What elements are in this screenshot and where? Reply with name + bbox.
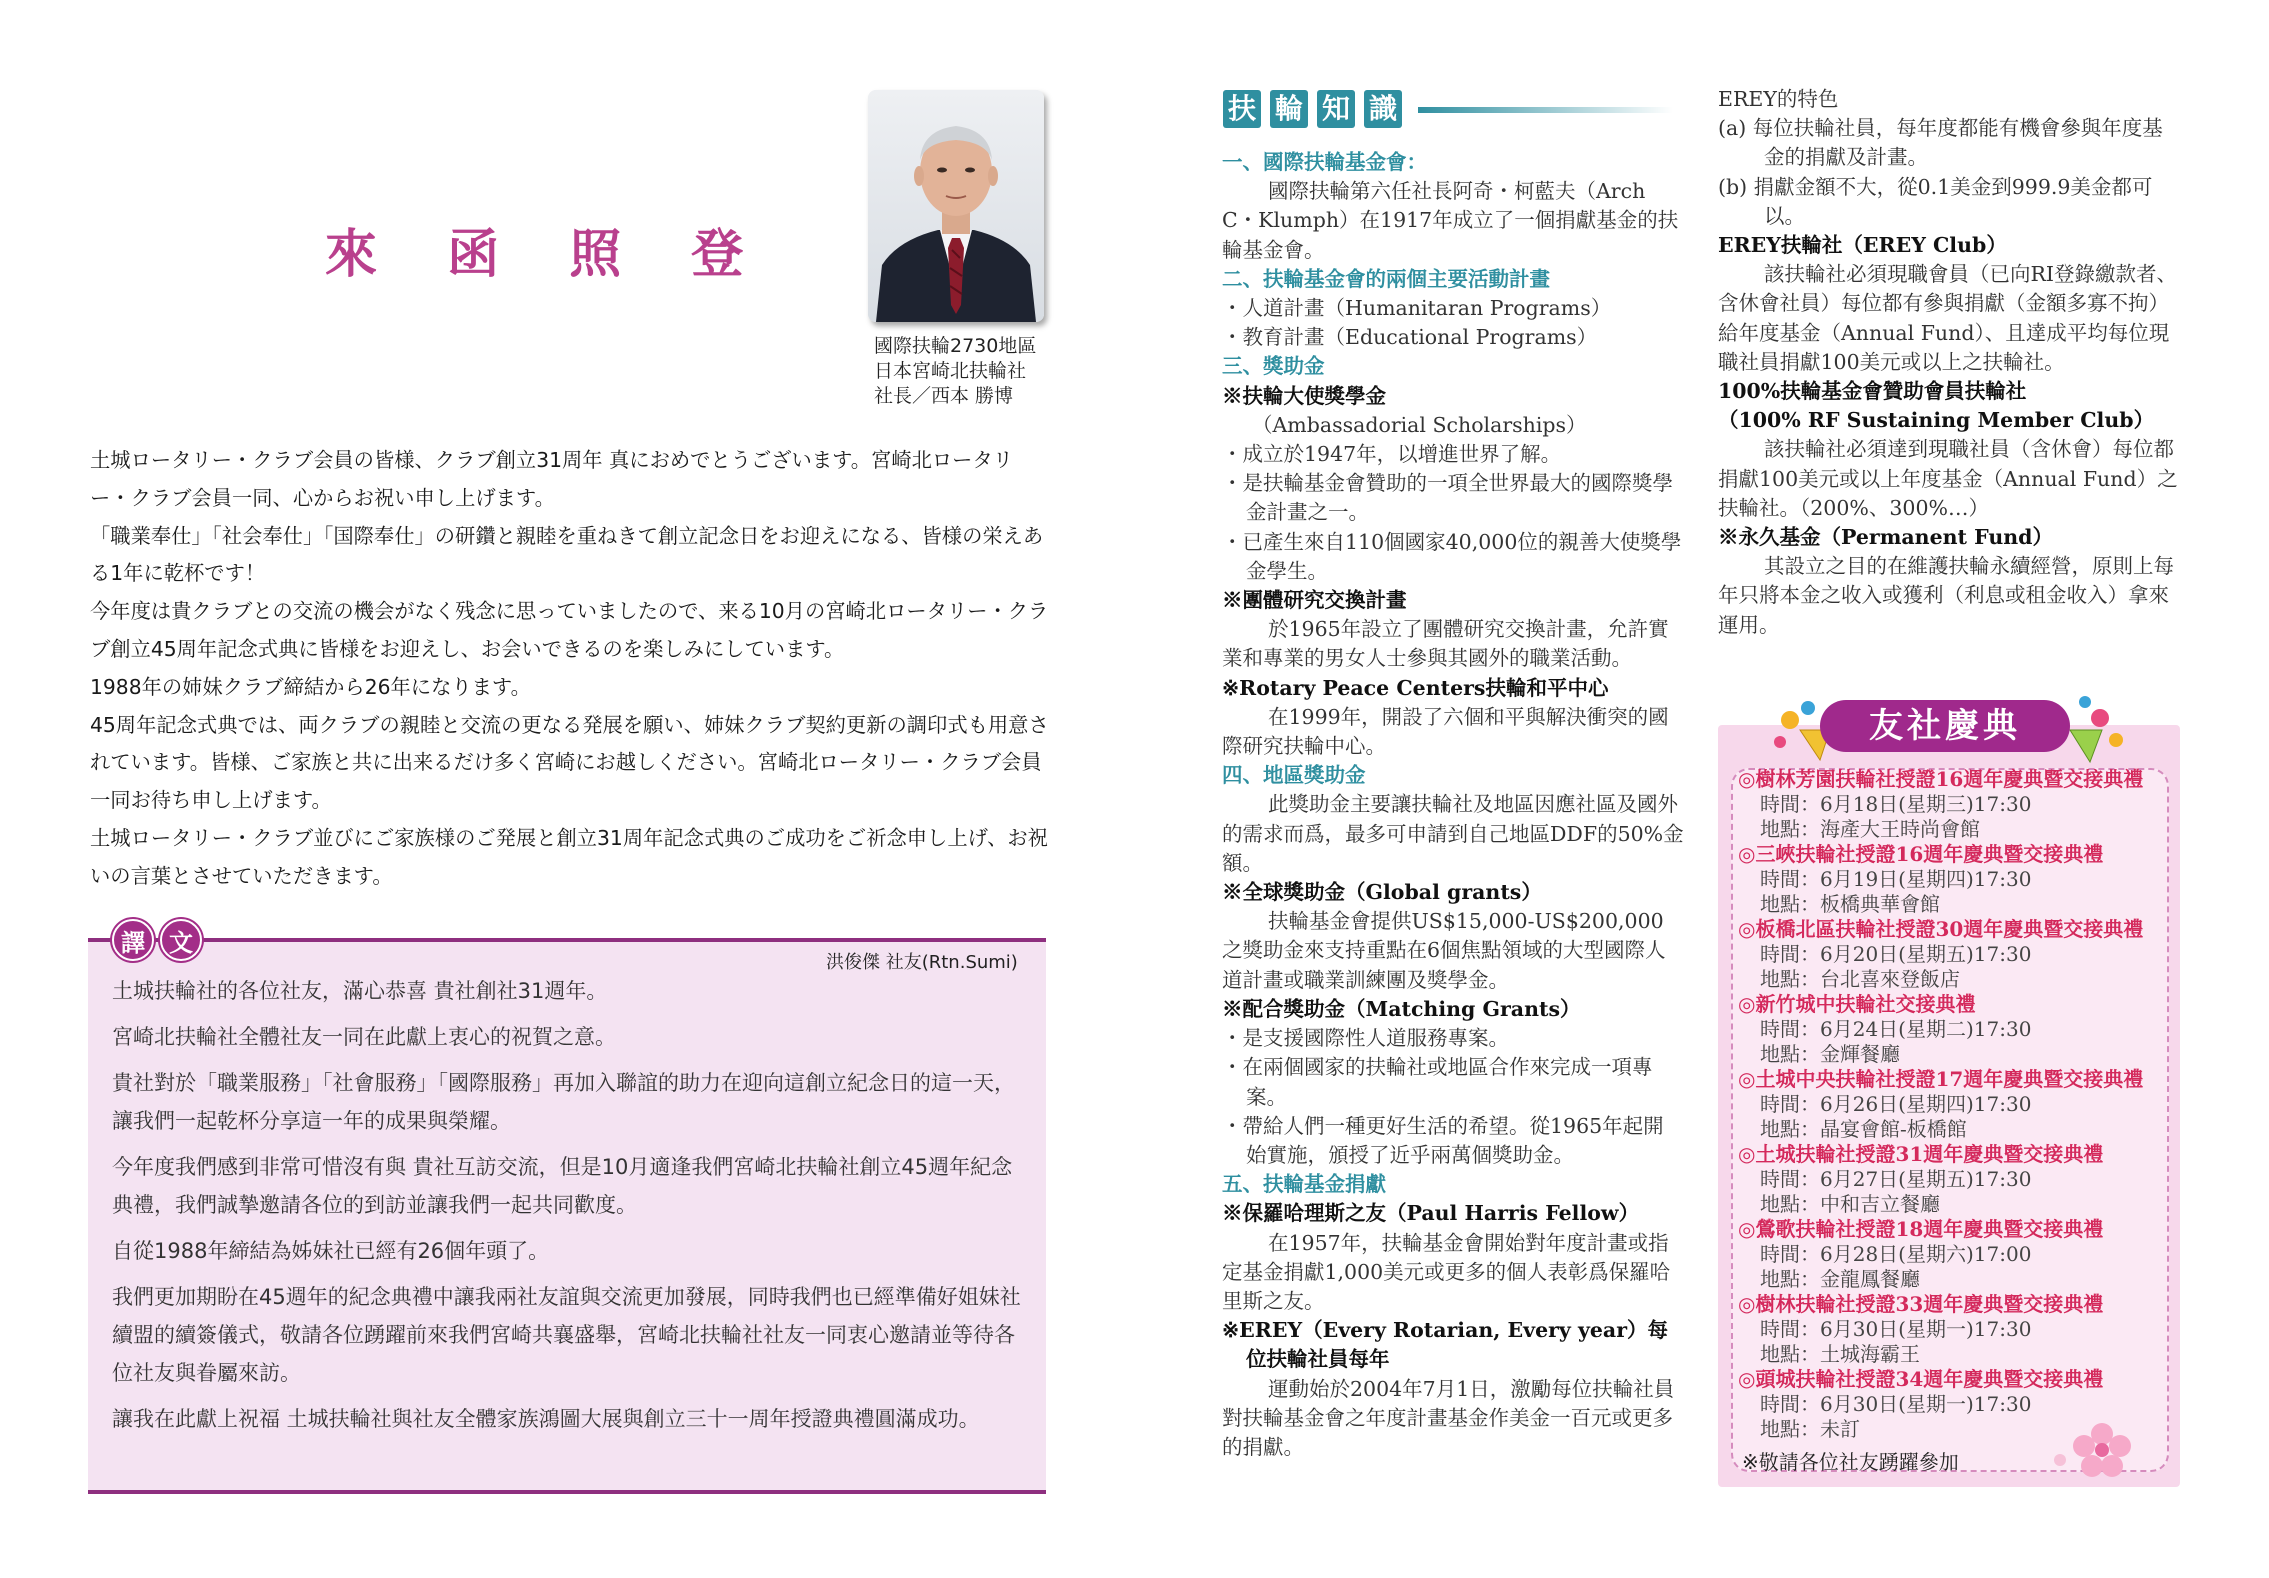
header-rule	[1418, 107, 1673, 113]
event-time: 時間：6月27日(星期五)17:30	[1760, 1167, 2032, 1191]
event-name: ◎土城扶輪社授證31週年慶典暨交接典禮	[1738, 1142, 2104, 1166]
knowledge-line: ・是扶輪基金會贊助的一項全世界最大的國際獎學金計畫之一。	[1222, 471, 1673, 525]
letter-paragraph: 1988年の姉妹クラブ締結から26年になります。	[90, 674, 531, 699]
knowledge-line: 五、扶輪基金捐獻	[1222, 1172, 1386, 1197]
event-item	[1738, 1217, 2168, 1292]
knowledge-line: ※全球獎助金（Global grants）	[1222, 880, 1542, 905]
letter-paragraph: 土城ロータリー・クラブ並びにご家族様のご発展と創立31周年記念式典のご成功をご祈念申し上げ、お祝いの言葉とさせていただきます。	[90, 825, 1048, 888]
translation-paragraph: 貴社對於「職業服務」「社會服務」「國際服務」再加入聯誼的助力在迎向這創立紀念日的這一天，讓我們一起乾杯分享這一年的成果與榮耀。	[112, 1071, 1015, 1133]
badge-char: 譯	[112, 919, 154, 961]
event-item	[1738, 1292, 2168, 1367]
event-time: 時間：6月28日(星期六)17:00	[1760, 1242, 2032, 1266]
translation-paragraph: 宮崎北扶輪社全體社友一同在此獻上衷心的祝賀之意。	[112, 1025, 616, 1049]
header-char: 知	[1317, 90, 1355, 128]
knowledge-line: 該扶輪社必須達到現職社員（含休會）每位都捐獻100美元或以上年度基金（Annual Fund）之扶輪社。（200%、300%…）	[1718, 437, 2178, 520]
event-place: 地點：中和吉立餐廳	[1760, 1192, 1940, 1216]
japanese-letter	[90, 442, 1050, 896]
knowledge-line: 扶輪基金會提供US$15,000-US$200,000之獎助金來支持重點在6個焦點領域的大型國際人道計畫或職業訓練團及獎學金。	[1222, 909, 1666, 992]
event-place: 地點：海產大王時尚會館	[1760, 817, 1980, 841]
knowledge-line: 四、地區獎助金	[1222, 763, 1366, 788]
knowledge-line: ※EREY（Every Rotarian, Every year）每位扶輪社員每年	[1222, 1318, 1669, 1372]
knowledge-line: ※保羅哈理斯之友（Paul Harris Fellow）	[1222, 1201, 1640, 1226]
translator-credit: 洪俊傑 社友(Rtn.Sumi)	[826, 952, 1018, 973]
event-item	[1738, 842, 2168, 917]
knowledge-line: (b) 捐獻金額不大，從0.1美金到999.9美金都可以。	[1718, 174, 2153, 228]
page-title: 來 函 照 登	[325, 225, 770, 285]
knowledge-column-continued	[1718, 85, 2182, 640]
knowledge-line: ・成立於1947年，以增進世界了解。	[1222, 442, 1562, 467]
event-item	[1738, 1067, 2168, 1142]
translation-paragraph: 今年度我們感到非常可惜沒有與 貴社互訪交流，但是10月適逢我們宮崎北扶輪社創立45週年紀念典禮，我們誠摯邀請各位的到訪並讓我們一起共同歡度。	[112, 1155, 1013, 1217]
knowledge-line: ・是支援國際性人道服務專案。	[1222, 1026, 1509, 1051]
event-name: ◎樹林扶輪社授證33週年慶典暨交接典禮	[1738, 1292, 2104, 1316]
knowledge-line: ※永久基金（Permanent Fund）	[1718, 525, 2053, 550]
event-place: 地點：晶宴會館-板橋館	[1760, 1117, 1967, 1141]
letter-paragraph: 「職業奉仕」「社会奉仕」「国際奉仕」の研鑽と親睦を重ねきて創立記念日をお迎えになる、皆様の栄えある1年に乾杯です！	[90, 523, 1044, 586]
letter-paragraph: 45周年記念式典では、両クラブの親睦と交流の更なる発展を願い、姉妹クラブ契約更新の調印式も用意されています。皆様、ご家族と共に出来るだけ多く宮崎にお越しください。宮崎北ロータリー・クラブ会員一同お待ち申し上げます。	[90, 712, 1049, 813]
knowledge-line: ※Rotary Peace Centers扶輪和平中心	[1222, 675, 1609, 700]
knowledge-line: 一、國際扶輪基金會：	[1222, 150, 1427, 174]
knowledge-line: ・已產生來自110個國家40,000位的親善大使獎學金學生。	[1222, 529, 1682, 583]
events-list	[1738, 767, 2168, 1442]
knowledge-column	[1222, 148, 1684, 1462]
event-place: 地點：金龍鳳餐廳	[1760, 1267, 1920, 1291]
knowledge-line: （100% RF Sustaining Member Club）	[1718, 408, 2155, 433]
event-time: 時間：6月18日(星期三)17:30	[1760, 792, 2032, 816]
knowledge-line: EREY的特色	[1718, 87, 1839, 111]
knowledge-line: 三、獎助金	[1222, 354, 1325, 379]
event-place: 地點：未訂	[1760, 1417, 1860, 1441]
knowledge-line: 運動始於2004年7月1日，激勵每位扶輪社員對扶輪基金會之年度計畫基金作美金一百元或更多的捐獻。	[1222, 1376, 1675, 1459]
letter-paragraph: 土城ロータリー・クラブ会員の皆様、クラブ創立31周年 真におめでとうございます。宮崎北ロータリー・クラブ会員一同、心からお祝い申し上げます。	[90, 448, 1014, 510]
translation-paragraph: 自從1988年締結為姊妹社已經有26個年頭了。	[112, 1239, 550, 1263]
event-time: 時間：6月24日(星期二)17:30	[1760, 1017, 2032, 1041]
event-time: 時間：6月30日(星期一)17:30	[1760, 1317, 2032, 1341]
caption-line: 日本宮崎北扶輪社	[874, 360, 1027, 382]
events-note: ※敬請各位社友踴躍參加	[1742, 1450, 1959, 1474]
caption-line: 社長／西本 勝博	[874, 385, 1014, 407]
event-name: ◎鶯歌扶輪社授證18週年慶典暨交接典禮	[1738, 1217, 2104, 1241]
president-caption	[874, 334, 1036, 409]
event-place: 地點：土城海霸王	[1760, 1342, 1920, 1366]
event-name: ◎樹林芳園扶輪社授證16週年慶典暨交接典禮	[1738, 767, 2144, 791]
event-name: ◎板橋北區扶輪社授證30週年慶典暨交接典禮	[1738, 917, 2144, 941]
letter-paragraph: 今年度は貴クラブとの交流の機会がなく残念に思っていましたので、来る10月の宮崎北ロータリー・クラブ創立45周年記念式典に皆様をお迎えし、お会いできるのを楽しみにしています。	[90, 599, 1049, 661]
knowledge-line: 在1957年，扶輪基金會開始對年度計畫或指定基金捐獻1,000美元或更多的個人表彰爲保羅哈里斯之友。	[1222, 1230, 1671, 1313]
caption-line: 國際扶輪2730地區	[874, 335, 1037, 357]
event-item	[1738, 1142, 2168, 1217]
event-item	[1738, 992, 2168, 1067]
translation-paragraph: 我們更加期盼在45週年的紀念典禮中讓我兩社友誼與交流更加發展，同時我們也已經準備好姐妹社續盟的續簽儀式，敬請各位踴躍前來我們宮崎共襄盛舉，宮崎北扶輪社社友一同衷心邀請並等待各位社友與眷屬來訪。	[112, 1285, 1021, 1385]
event-time: 時間：6月20日(星期五)17:30	[1760, 942, 2032, 966]
events-title: 友社慶典	[1869, 706, 2021, 746]
event-name: ◎土城中央扶輪社授證17週年慶典暨交接典禮	[1738, 1067, 2144, 1091]
knowledge-line: 國際扶輪第六任社長阿奇・柯藍夫（Arch C・Klumph）在1917年成立了一個捐獻基金的扶輪基金會。	[1222, 179, 1679, 262]
knowledge-line: ※團體研究交換計畫	[1222, 588, 1407, 613]
flower-decoration	[2040, 1410, 2160, 1480]
translation-text	[112, 972, 1022, 1446]
event-time: 時間：6月30日(星期一)17:30	[1760, 1392, 2032, 1416]
event-place: 地點：台北喜來登飯店	[1760, 967, 1960, 991]
knowledge-line: 二、扶輪基金會的兩個主要活動計畫	[1222, 266, 1550, 291]
event-time: 時間：6月19日(星期四)17:30	[1760, 867, 2032, 891]
event-name: ◎新竹城中扶輪社交接典禮	[1738, 992, 1976, 1016]
president-photo	[868, 90, 1044, 322]
event-item	[1738, 767, 2168, 842]
event-name: ◎頭城扶輪社授證34週年慶典暨交接典禮	[1738, 1367, 2104, 1391]
knowledge-line: 此獎助金主要讓扶輪社及地區因應社區及國外的需求而爲，最多可申請到自己地區DDF的50%金額。	[1222, 792, 1684, 875]
knowledge-line: （Ambassadorial Scholarships）	[1252, 412, 1587, 437]
knowledge-line: ※扶輪大使獎學金	[1222, 383, 1386, 408]
knowledge-line: 100%扶輪基金會贊助會員扶輪社	[1718, 379, 2027, 404]
knowledge-line: 其設立之目的在維護扶輪永續經營，原則上每年只將本金之收入或獲利（利息或租金收入）拿來運用。	[1718, 554, 2174, 637]
event-place: 地點：金輝餐廳	[1760, 1042, 1900, 1066]
header-char: 識	[1364, 90, 1402, 128]
header-char: 輪	[1270, 90, 1308, 128]
knowledge-line: 於1965年設立了團體研究交換計畫，允許實業和專業的男女人士參與其國外的職業活動。	[1222, 617, 1669, 671]
event-name: ◎三峽扶輪社授證16週年慶典暨交接典禮	[1738, 842, 2104, 866]
translation-badge	[112, 919, 202, 959]
knowledge-line: ・帶給人們一種更好生活的希望。從1965年起開始實施，頒授了近乎兩萬個獎助金。	[1222, 1113, 1664, 1167]
knowledge-line: EREY扶輪社（EREY Club）	[1718, 233, 2007, 258]
translation-paragraph: 讓我在此獻上祝福 土城扶輪社與社友全體家族鴻圖大展與創立三十一周年授證典禮圓滿成功。	[112, 1407, 980, 1431]
header-char: 扶	[1223, 90, 1261, 128]
knowledge-line: ※配合獎助金（Matching Grants）	[1222, 996, 1581, 1021]
event-item	[1738, 917, 2168, 992]
event-place: 地點：板橋典華會館	[1760, 892, 1940, 916]
badge-char: 文	[160, 919, 202, 961]
knowledge-line: (a) 每位扶輪社員，每年度都能有機會參與年度基金的捐獻及計畫。	[1718, 116, 2163, 170]
knowledge-line: ・人道計畫（Humanitaran Programs）	[1222, 296, 1612, 321]
knowledge-line: ・在兩個國家的扶輪社或地區合作來完成一項專案。	[1222, 1055, 1653, 1109]
knowledge-line: 該扶輪社必須現職會員（已向RI登錄繳款者、含休會社員）每位都有參與捐獻（金額多寡不拘）給年度基金（Annual Fund）、且達成平均每位現職社員捐獻100美元或以上之扶輪社。	[1718, 262, 2178, 374]
knowledge-line: ・教育計畫（Educational Programs）	[1222, 325, 1598, 350]
knowledge-line: 在1999年，開設了六個和平與解決衝突的國際研究扶輪中心。	[1222, 704, 1669, 759]
event-time: 時間：6月26日(星期四)17:30	[1760, 1092, 2032, 1116]
translation-paragraph: 土城扶輪社的各位社友，滿心恭喜 貴社創社31週年。	[112, 979, 608, 1003]
knowledge-header	[1223, 90, 1673, 130]
